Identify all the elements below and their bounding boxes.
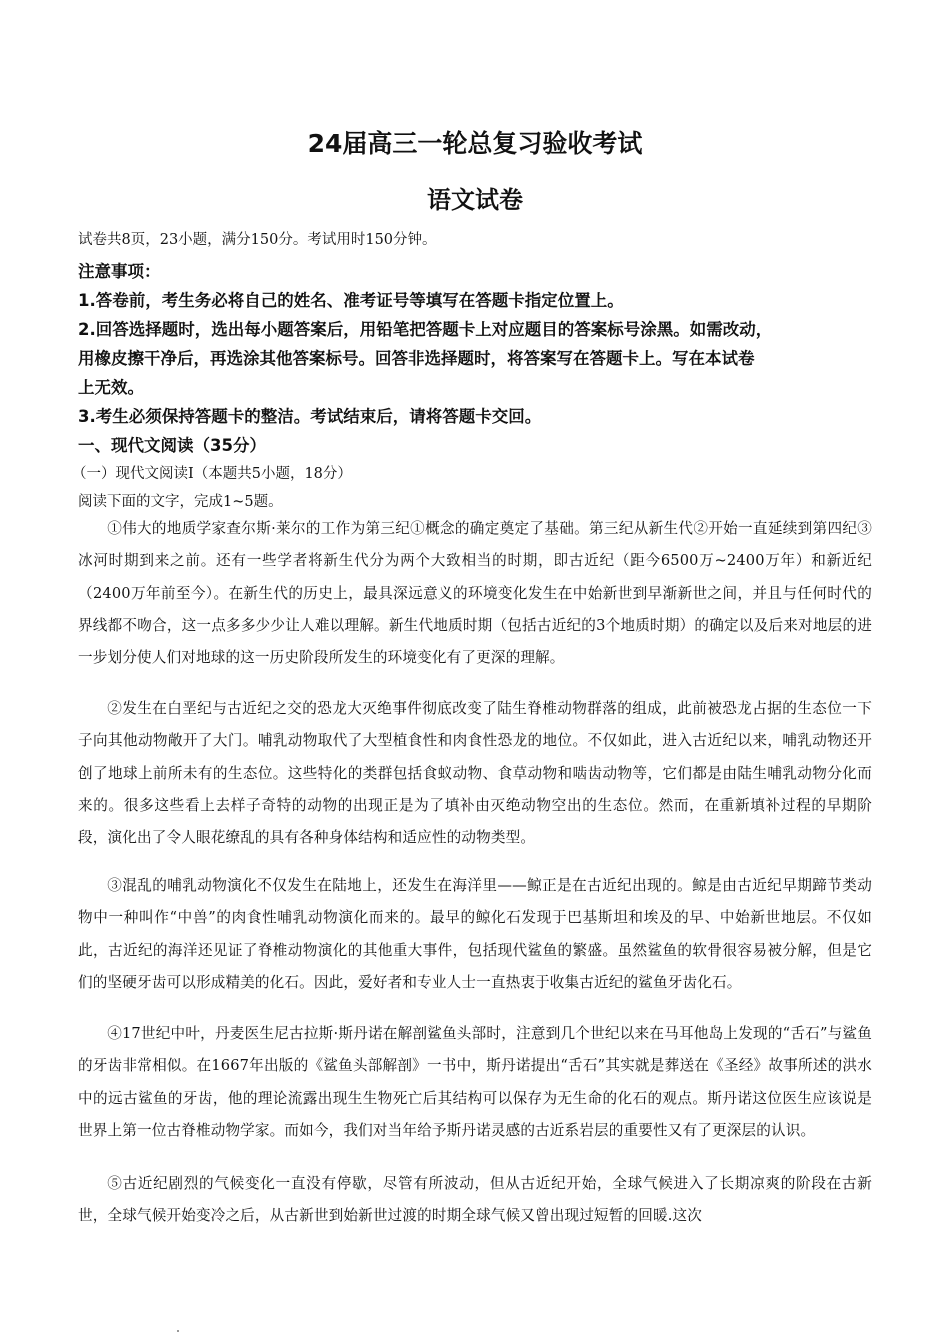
section-sub-heading: （一）现代文阅读Ⅰ（本题共5小题，18分）: [72, 466, 352, 482]
reading-instruction: 阅读下面的文字，完成1~5题。: [78, 494, 283, 510]
exam-intro: 试卷共8页，23小题，满分150分。考试用时150分钟。: [78, 232, 437, 248]
notice-heading: 注意事项：: [78, 262, 161, 281]
notice-item-2-line-3: 上无效。: [78, 378, 144, 397]
passage-paragraph-1: ①伟大的地质学家查尔斯·莱尔的工作为第三纪①概念的确定奠定了基础。第三纪从新生代②开始一直延续到第四纪③冰河时期到来之前。还有一些学者将新生代分为两个大致相当的时期，即古近纪（距今6500万~2400万年）和新近纪（2400万年前至今）。在新生代的历史上，最具深远意义的环境变化发生在中始新世到早渐新世之间，并且与任何时代的界线都不吻合，这一点多多少少让人难以理解。新生代地质时期（包括古近纪的3个地质时期）的确定以及后来对地层的进一步划分使人们对地球的这一历史阶段所发生的环境变化有了更深的理解。: [78, 520, 872, 667]
notice-item-1: 1.答卷前，考生务必将自己的姓名、准考证号等填写在答题卡指定位置上。: [78, 291, 624, 310]
notice-item-2-line-2: 用橡皮擦干净后，再选涂其他答案标号。回答非选择题时，将答案写在答题卡上。写在本试卷: [78, 349, 755, 368]
passage-paragraph-2: ②发生在白垩纪与古近纪之交的恐龙大灭绝事件彻底改变了陆生脊椎动物群落的组成，此前被恐龙占据的生态位一下子向其他动物敞开了大门。哺乳动物取代了大型植食性和肉食性恐龙的地位。不仅如此，进入古近纪以来，哺乳动物还开创了地球上前所未有的生态位。这些特化的类群包括食蚁动物、食草动物和啮齿动物等，它们都是由陆生哺乳动物分化而来的。很多这些看上去样子奇特的动物的出现正是为了填补由灭绝动物空出的生态位。然而，在重新填补过程的早期阶段，演化出了令人眼花缭乱的具有各种身体结构和适应性的动物类型。: [78, 700, 872, 847]
passage-paragraph-4: ④17世纪中叶，丹麦医生尼古拉斯·斯丹诺在解剖鲨鱼头部时，注意到几个世纪以来在马耳他岛上发现的“舌石”与鲨鱼的牙齿非常相似。在1667年出版的《鲨鱼头部解剖》一书中，斯丹诺提出“舌石”其实就是葬送在《圣经》故事所述的洪水中的远古鲨鱼的牙齿，他的理论流露出现生生物死亡后其结构可以保存为无生命的化石的观点。斯丹诺这位医生应该说是世界上第一位古脊椎动物学家。而如今，我们对当年给予斯丹诺灵感的古近系岩层的重要性又有了更深层的认识。: [78, 1025, 872, 1139]
subject-title: 语文试卷: [427, 186, 523, 214]
footer-mark: [177, 1330, 179, 1332]
exam-title: 24届高三一轮总复习验收考试: [307, 129, 643, 158]
passage-paragraph-5: ⑤古近纪剧烈的气候变化一直没有停歇，尽管有所波动，但从古近纪开始，全球气候进入了长期凉爽的阶段在古新世，全球气候开始变冷之后，从古新世到始新世过渡的时期全球气候又曾出现过短暂的回暖.这次: [78, 1175, 872, 1225]
section-heading: 一、现代文阅读（35分）: [78, 436, 266, 455]
notice-item-3: 3.考生必须保持答题卡的整洁。考试结束后，请将答题卡交回。: [78, 407, 542, 426]
passage-paragraph-3: ③混乱的哺乳动物演化不仅发生在陆地上，还发生在海洋里——鲸正是在古近纪出现的。鲸是由古近纪早期蹄节类动物中一种叫作“中兽”的肉食性哺乳动物演化而来的。最早的鲸化石发现于巴基斯坦和埃及的早、中始新世地层。不仅如此，古近纪的海洋还见证了脊椎动物演化的其他重大事件，包括现代鲨鱼的繁盛。虽然鲨鱼的软骨很容易被分解，但是它们的坚硬牙齿可以形成精美的化石。因此，爱好者和专业人士一直热衷于收集古近纪的鲨鱼牙齿化石。: [78, 877, 872, 991]
notice-item-2-line-1: 2.回答选择题时，选出每小题答案后，用铅笔把答题卡上对应题目的答案标号涂黑。如需改动，: [78, 320, 773, 339]
